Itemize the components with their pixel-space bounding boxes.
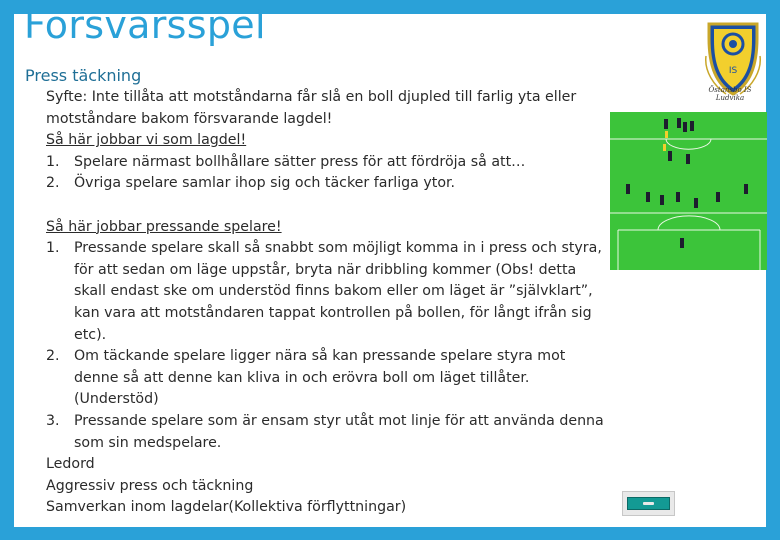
press-list-item (46, 238, 606, 346)
navigation-button[interactable] (622, 491, 675, 516)
list-text: Pressande spelare som är ensam styr utåt mot linje för att använda denna som sin medspelare. (74, 412, 604, 451)
list-text: Spelare närmast bollhållare sätter press för att fördröja så att… (74, 153, 526, 170)
team-heading: Så här jobbar vi som lagdel! (46, 132, 247, 149)
ledord-item: Samverkan inom lagdelar(Kollektiva förflyttningar) (46, 499, 407, 516)
list-number: 2. (46, 175, 60, 192)
list-number: 1. (46, 153, 60, 170)
tactical-pitch-image (610, 112, 767, 270)
team-list-item (46, 173, 606, 195)
team-list-item (46, 152, 606, 174)
slide-subtitle: Press täckning (25, 66, 142, 85)
purpose-line-2: motståndare bakom försvarande lagdel! (46, 110, 333, 127)
list-text: Pressande spelare skall så snabbt som möjligt komma in i press och styra, för att sedan om läge uppstår, bryta när dribbling kommer (Obs! detta skall endast ske om understöd finns bakom eller om läget är ”självklart”, kan vara att motståndaren tappat kontrollen på bollen, för långt ifrån sig etc). (74, 240, 602, 343)
crest-text: IS (728, 66, 738, 76)
list-number: 1. (46, 240, 60, 257)
list-number: 2. (46, 348, 60, 365)
crest-caption-line: Östansbo IS (708, 86, 752, 94)
ledord-heading: Ledord (46, 456, 95, 473)
nav-button-face[interactable] (627, 497, 670, 510)
ledord-item: Aggressiv press och täckning (46, 477, 254, 494)
list-number: 3. (46, 412, 60, 429)
nav-icon (643, 502, 654, 505)
list-text: Om täckande spelare ligger nära så kan pressande spelare styra mot denne så att denne kan kliva in och erövra boll om läget tillåter. (Understöd) (74, 348, 566, 408)
press-heading: Så här jobbar pressande spelare! (46, 218, 282, 235)
list-text: Övriga spelare samlar ihop sig och täcker farliga ytor. (74, 175, 456, 192)
purpose-line-1: Syfte: Inte tillåta att motståndarna får slå en boll djupled till farlig yta eller (46, 89, 577, 105)
slide-title: Försvarsspel (24, 3, 266, 47)
frame-bottom (0, 527, 780, 540)
frame-left (0, 0, 14, 540)
press-list-item (46, 346, 606, 411)
crest-caption-line: Ludvika (715, 94, 745, 102)
slide-body (46, 87, 606, 519)
press-list-item (46, 411, 606, 454)
frame-right (766, 0, 780, 540)
crest-caption (690, 86, 770, 102)
